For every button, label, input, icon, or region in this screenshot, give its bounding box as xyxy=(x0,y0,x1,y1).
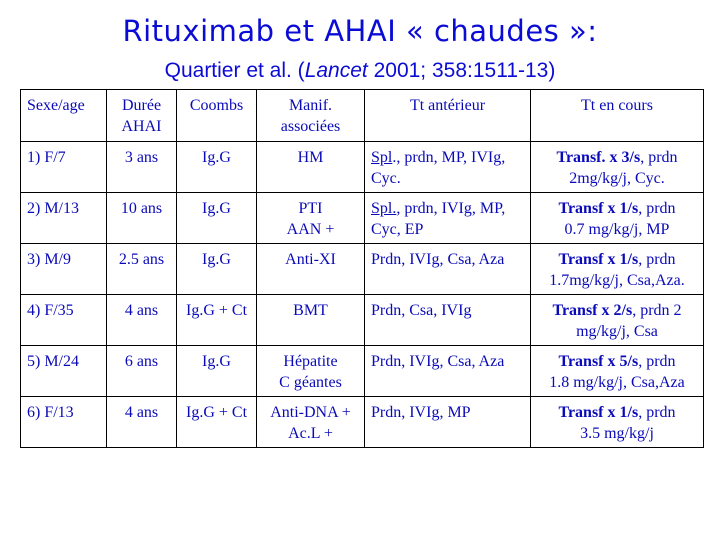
header-tt-anterieur: Tt antérieur xyxy=(365,90,531,142)
tt-anterieur-text: Prdn, IVIg, Csa, Aza xyxy=(371,353,505,370)
slide-title: Rituximab et AHAI « chaudes »: xyxy=(122,14,598,48)
cell-coombs: Ig.G xyxy=(177,193,257,244)
cell-manif xyxy=(257,142,365,193)
table-row xyxy=(21,142,704,193)
patients-table xyxy=(20,89,704,448)
table-header-row xyxy=(21,90,704,142)
header-manif: Manif. associées xyxy=(257,90,365,142)
cell-coombs: Ig.G xyxy=(177,142,257,193)
header-coombs: Coombs xyxy=(177,90,257,142)
manif-line: Hépatite xyxy=(283,353,338,370)
cell-tt-anterieur xyxy=(365,346,531,397)
tt-en-cours-line2: 1.8 mg/kg/j, Csa,Aza xyxy=(549,374,685,391)
tt-en-cours-line2: 1.7mg/kg/j, Csa,Aza. xyxy=(549,272,685,289)
cell-duree: 4 ans xyxy=(107,397,177,448)
manif-line: C géantes xyxy=(279,374,342,391)
citation-journal: Lancet xyxy=(304,59,368,82)
cell-manif xyxy=(257,346,365,397)
cell-duree: 3 ans xyxy=(107,142,177,193)
manif-line: BMT xyxy=(293,302,328,319)
table-row xyxy=(21,295,704,346)
citation-prefix: Quartier et al. ( xyxy=(164,59,305,82)
patients-table-body xyxy=(21,90,704,448)
cell-sexe-age: 4) F/35 xyxy=(21,295,107,346)
tt-en-cours-line2: mg/kg/j, Csa xyxy=(576,323,658,340)
transf-text: Transf x 5/s xyxy=(558,353,639,370)
transf-text: Transf x 1/s xyxy=(558,404,639,421)
tt-anterieur-text: Prdn, Csa, IVIg xyxy=(371,302,472,319)
cell-coombs: Ig.G xyxy=(177,244,257,295)
cell-tt-anterieur xyxy=(365,142,531,193)
cell-sexe-age: 5) M/24 xyxy=(21,346,107,397)
tt-anterieur-text: ., prdn, MP, IVIg, xyxy=(392,149,506,166)
tt-en-cours-text: , prdn xyxy=(638,353,676,370)
cell-tt-anterieur xyxy=(365,244,531,295)
cell-manif xyxy=(257,397,365,448)
table-row xyxy=(21,346,704,397)
tt-anterieur-line2: Cyc, EP xyxy=(371,221,424,238)
spl-text: Spl. xyxy=(371,200,397,217)
cell-tt-en-cours xyxy=(531,295,704,346)
tt-en-cours-text: , prdn xyxy=(640,149,678,166)
transf-text: Transf x 1/s xyxy=(558,200,639,217)
tt-en-cours-text: , prdn xyxy=(638,251,676,268)
cell-sexe-age: 3) M/9 xyxy=(21,244,107,295)
cell-sexe-age: 6) F/13 xyxy=(21,397,107,448)
tt-anterieur-text: Prdn, IVIg, MP xyxy=(371,404,471,421)
cell-tt-en-cours xyxy=(531,244,704,295)
tt-en-cours-line2: 0.7 mg/kg/j, MP xyxy=(564,221,670,238)
manif-line: HM xyxy=(297,149,324,166)
header-tt-en-cours: Tt en cours xyxy=(531,90,704,142)
cell-tt-en-cours xyxy=(531,193,704,244)
cell-duree: 10 ans xyxy=(107,193,177,244)
cell-duree: 6 ans xyxy=(107,346,177,397)
manif-line: AAN + xyxy=(286,221,335,238)
table-row xyxy=(21,244,704,295)
manif-line: Anti-DNA + xyxy=(270,404,351,421)
manif-line: PTI xyxy=(298,200,323,217)
header-sexe-age: Sexe/age xyxy=(21,90,107,142)
manif-line: Anti-XI xyxy=(285,251,336,268)
transf-text: Transf x 1/s xyxy=(558,251,639,268)
tt-anterieur-text: Prdn, IVIg, Csa, Aza xyxy=(371,251,505,268)
tt-en-cours-line2: 3.5 mg/kg/j xyxy=(580,425,654,442)
cell-tt-anterieur xyxy=(365,193,531,244)
tt-en-cours-text: , prdn xyxy=(638,404,676,421)
cell-coombs: Ig.G xyxy=(177,346,257,397)
cell-tt-en-cours xyxy=(531,397,704,448)
cell-tt-en-cours xyxy=(531,346,704,397)
tt-anterieur-line2: Cyc. xyxy=(371,170,401,187)
cell-sexe-age: 2) M/13 xyxy=(21,193,107,244)
cell-manif xyxy=(257,193,365,244)
tt-en-cours-text: , prdn 2 xyxy=(632,302,682,319)
cell-tt-en-cours xyxy=(531,142,704,193)
citation-suffix: 2001; 358:1511-13) xyxy=(367,59,556,82)
spl-text: Spl xyxy=(371,149,393,166)
slide-subtitle xyxy=(0,59,720,83)
transf-text: Transf. x 3/s xyxy=(556,149,641,166)
cell-manif xyxy=(257,244,365,295)
cell-coombs: Ig.G + Ct xyxy=(177,397,257,448)
header-duree: Durée AHAI xyxy=(107,90,177,142)
table-row xyxy=(21,397,704,448)
tt-en-cours-text: , prdn xyxy=(638,200,676,217)
cell-manif xyxy=(257,295,365,346)
cell-sexe-age: 1) F/7 xyxy=(21,142,107,193)
tt-en-cours-line2: 2mg/kg/j, Cyc. xyxy=(569,170,665,187)
cell-coombs: Ig.G + Ct xyxy=(177,295,257,346)
cell-tt-anterieur xyxy=(365,295,531,346)
transf-text: Transf x 2/s xyxy=(552,302,633,319)
cell-duree: 4 ans xyxy=(107,295,177,346)
tt-anterieur-text: , prdn, IVIg, MP, xyxy=(396,200,506,217)
cell-duree: 2.5 ans xyxy=(107,244,177,295)
cell-tt-anterieur xyxy=(365,397,531,448)
manif-line: Ac.L + xyxy=(288,425,333,442)
table-row xyxy=(21,193,704,244)
